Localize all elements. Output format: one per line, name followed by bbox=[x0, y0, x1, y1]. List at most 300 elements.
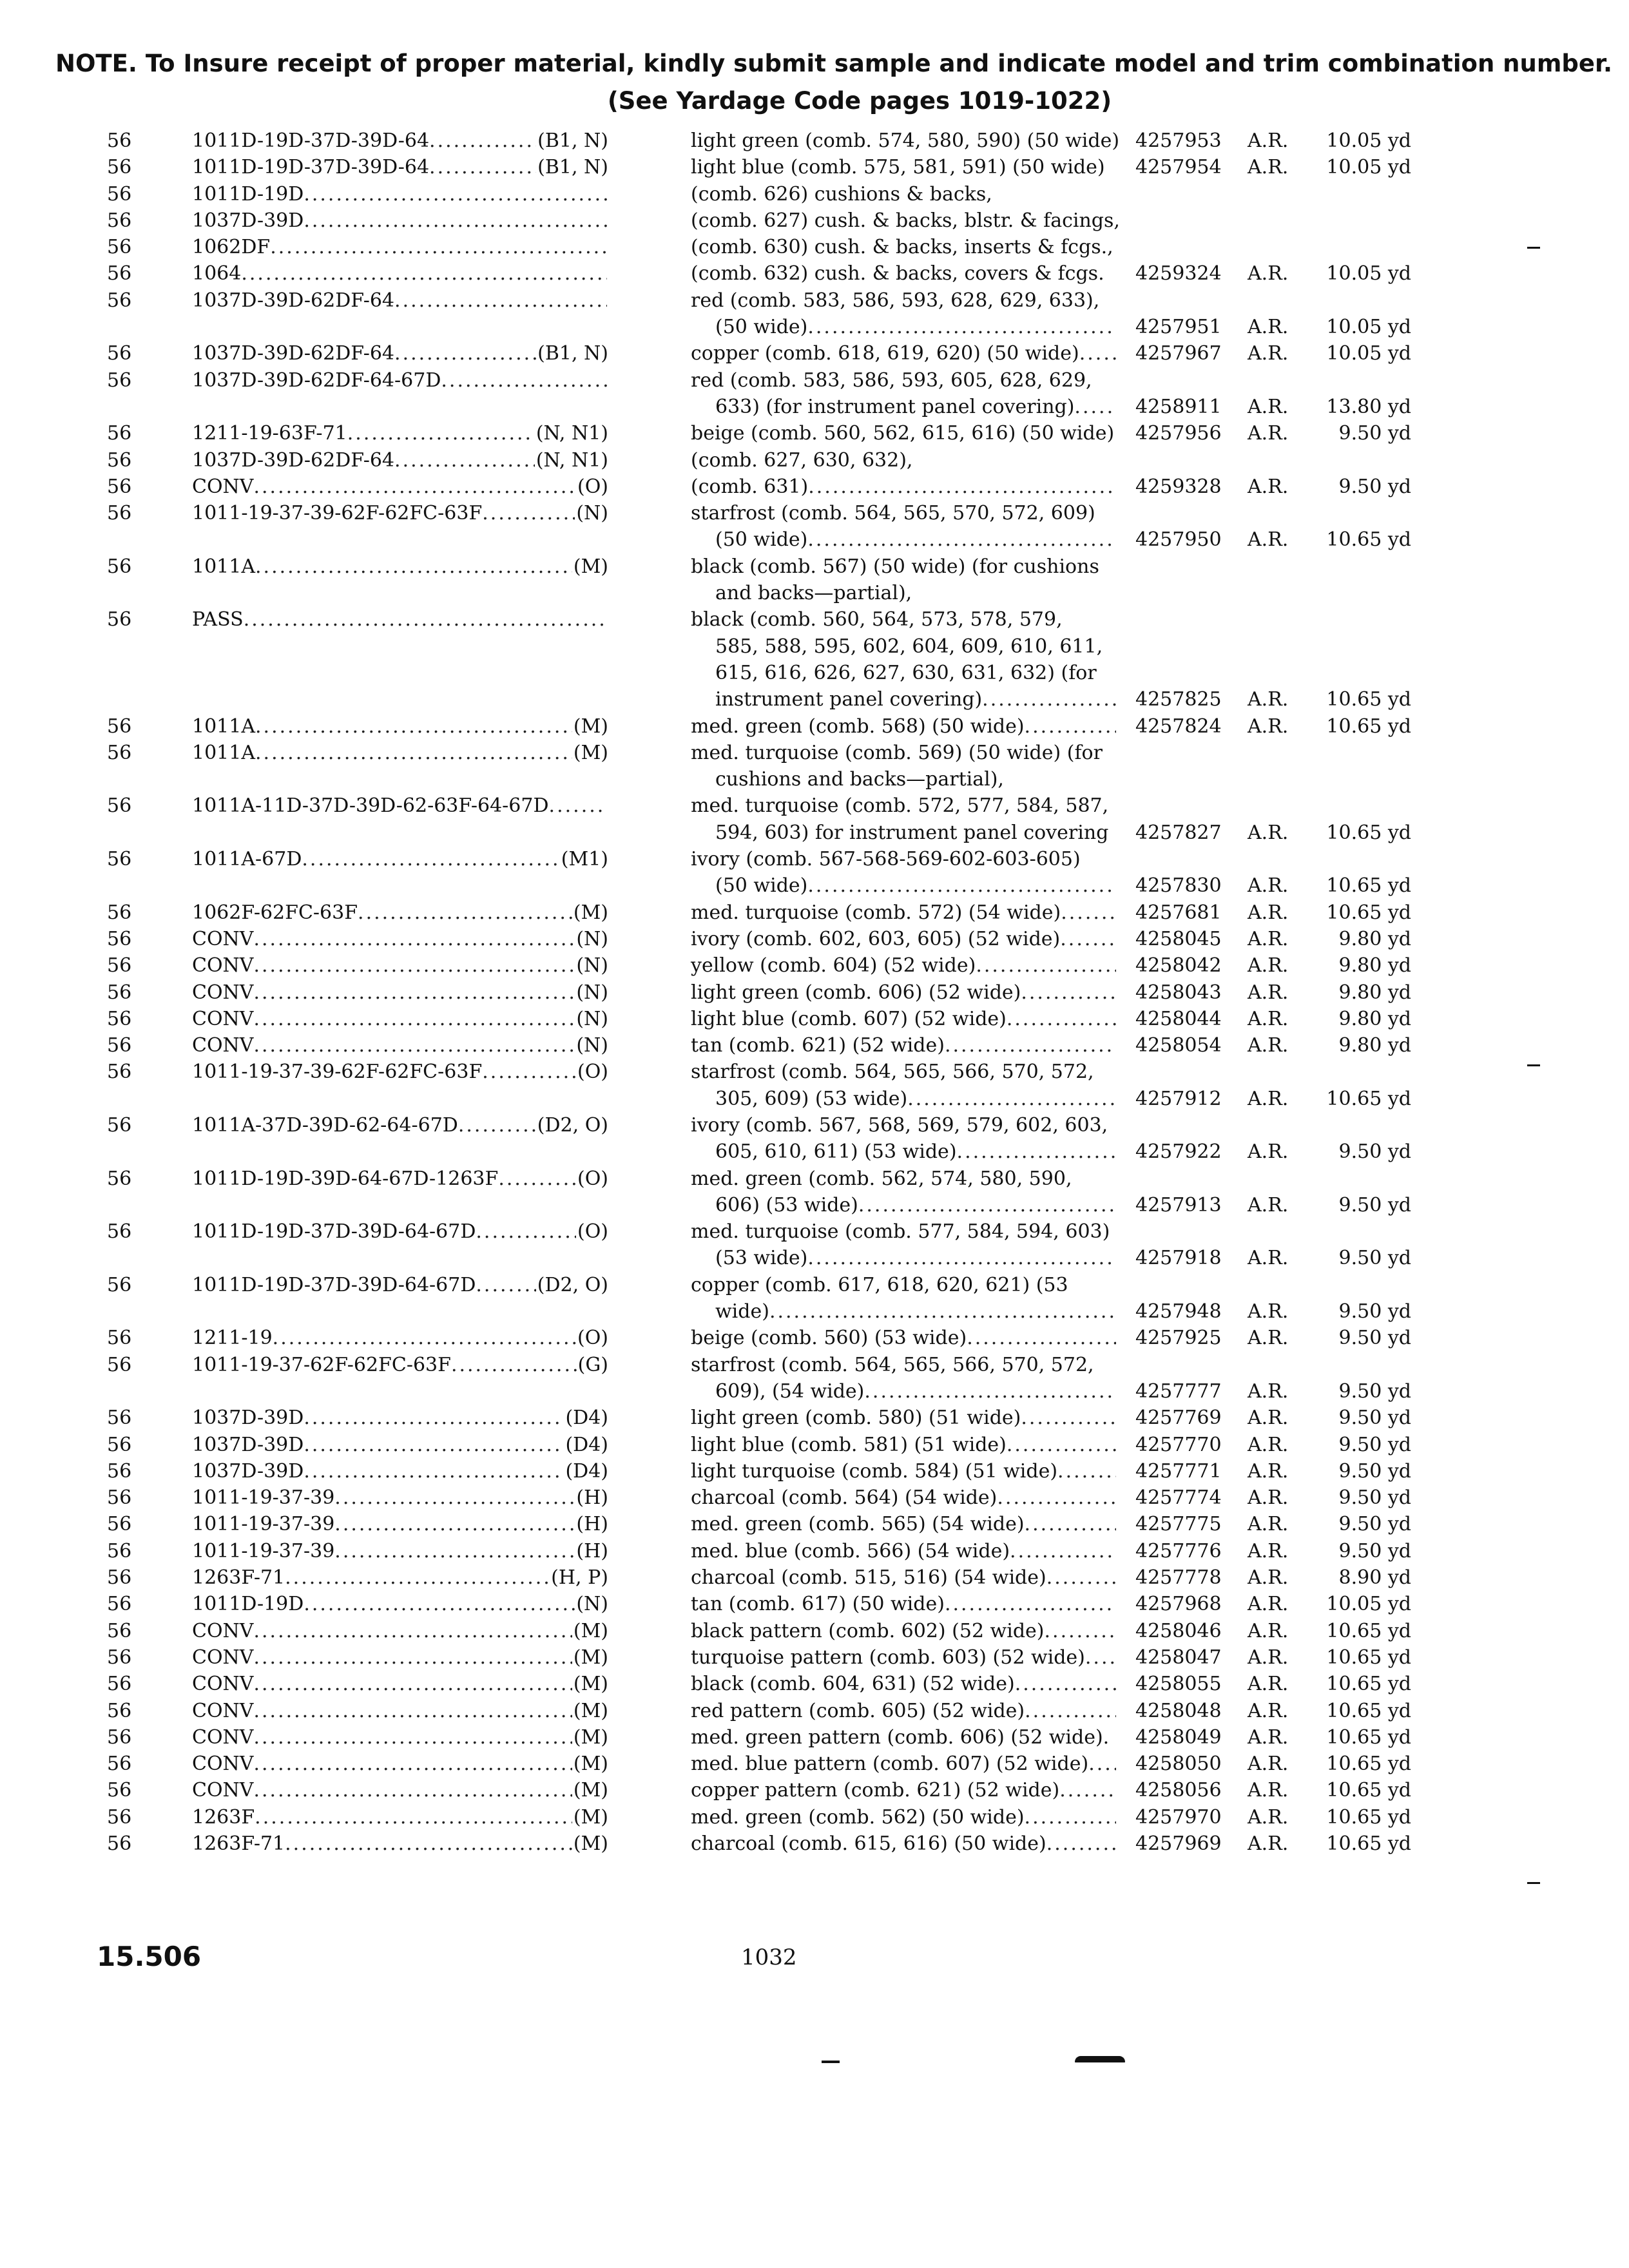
description-cell bbox=[691, 1511, 1116, 1537]
parts-table bbox=[0, 128, 1629, 1857]
model-text: 1062DF bbox=[192, 236, 271, 259]
model-cell bbox=[192, 1032, 608, 1059]
description-cell bbox=[691, 1564, 1116, 1591]
year-cell: 56 bbox=[107, 130, 132, 152]
model-cell bbox=[192, 899, 608, 926]
dot-leader bbox=[807, 314, 1116, 340]
year-cell: 56 bbox=[107, 1007, 132, 1030]
price-cell: 10.65 yd bbox=[1326, 1725, 1411, 1749]
dot-leader bbox=[253, 1671, 572, 1697]
quantity-cell: A.R. bbox=[1248, 1193, 1289, 1216]
trim-code bbox=[607, 367, 608, 394]
description-cell bbox=[715, 314, 1116, 340]
price-cell: 10.65 yd bbox=[1326, 901, 1411, 924]
description-text: light blue (comb. 575, 581, 591) (50 wide) bbox=[691, 156, 1105, 179]
model-text: 1011-19-37-39 bbox=[192, 1486, 335, 1510]
part-number-cell: 4257774 bbox=[1135, 1486, 1222, 1510]
description-text: turquoise pattern (comb. 603) (52 wide) bbox=[691, 1646, 1085, 1669]
table-row bbox=[0, 1698, 1629, 1724]
description-cell bbox=[715, 820, 1116, 846]
model-cell bbox=[192, 1352, 608, 1378]
table-row bbox=[0, 526, 1629, 553]
year-cell: 56 bbox=[107, 1113, 132, 1137]
model-text: CONV bbox=[192, 1646, 254, 1669]
year-cell: 56 bbox=[107, 1805, 132, 1829]
description-text: (50 wide) bbox=[715, 316, 808, 339]
dot-leader bbox=[807, 1245, 1116, 1271]
section-number: 15.506 bbox=[97, 1941, 202, 1972]
model-text: 1011D-19D bbox=[192, 182, 304, 206]
model-text: CONV bbox=[192, 927, 254, 950]
model-text: 1062F-62FC-63F bbox=[192, 901, 358, 924]
description-cell bbox=[691, 1112, 1116, 1139]
description-cell bbox=[691, 952, 1116, 979]
model-text: CONV bbox=[192, 1673, 254, 1696]
description-text: (comb. 631) bbox=[691, 475, 809, 498]
quantity-cell: A.R. bbox=[1248, 1619, 1289, 1642]
description-text: black (comb. 604, 631) (52 wide) bbox=[691, 1673, 1015, 1696]
model-cell bbox=[192, 1059, 608, 1085]
dot-leader bbox=[273, 1325, 576, 1351]
model-text: CONV bbox=[192, 1725, 254, 1749]
part-number-cell: 4258046 bbox=[1135, 1619, 1222, 1642]
price-cell: 9.50 yd bbox=[1338, 422, 1411, 445]
model-cell bbox=[192, 1538, 608, 1564]
trim-code: (M) bbox=[573, 1725, 608, 1749]
dot-leader bbox=[253, 1698, 572, 1724]
description-cell bbox=[715, 1086, 1116, 1112]
description-cell bbox=[691, 1777, 1116, 1803]
dot-leader bbox=[907, 1086, 1116, 1112]
part-number-cell: 4258047 bbox=[1135, 1646, 1222, 1669]
quantity-cell: A.R. bbox=[1248, 1832, 1289, 1855]
description-text: med. green (comb. 562) (50 wide) bbox=[691, 1805, 1025, 1829]
dot-leader bbox=[549, 793, 607, 819]
dot-leader bbox=[1061, 899, 1116, 926]
dot-leader bbox=[334, 1485, 575, 1511]
price-cell: 9.80 yd bbox=[1338, 1007, 1411, 1030]
part-number-cell: 4258055 bbox=[1135, 1673, 1222, 1696]
quantity-cell: A.R. bbox=[1248, 262, 1289, 285]
scan-mark bbox=[1527, 247, 1540, 249]
description-text: med. blue pattern (comb. 607) (52 wide) bbox=[691, 1753, 1089, 1776]
table-row bbox=[0, 1432, 1629, 1458]
part-number-cell: 4257913 bbox=[1135, 1193, 1222, 1216]
year-cell: 56 bbox=[107, 1513, 132, 1536]
part-number-cell: 4257771 bbox=[1135, 1459, 1222, 1483]
dot-leader bbox=[304, 1591, 575, 1617]
part-number-cell: 4257827 bbox=[1135, 821, 1222, 844]
dot-leader bbox=[253, 1777, 572, 1803]
year-cell: 56 bbox=[107, 848, 132, 871]
table-row bbox=[0, 181, 1629, 207]
year-cell: 56 bbox=[107, 369, 132, 392]
description-text: 615, 616, 626, 627, 630, 631, 632) (for bbox=[715, 661, 1097, 684]
description-text: tan (comb. 621) (52 wide) bbox=[691, 1034, 945, 1057]
model-text: 1011A-67D bbox=[192, 848, 302, 871]
quantity-cell: A.R. bbox=[1248, 874, 1289, 898]
quantity-cell: A.R. bbox=[1248, 528, 1289, 552]
dot-leader bbox=[253, 1618, 572, 1644]
model-cell bbox=[192, 447, 608, 474]
price-cell: 10.65 yd bbox=[1326, 1699, 1411, 1722]
description-cell bbox=[691, 793, 1116, 819]
table-row bbox=[0, 1511, 1629, 1537]
dot-leader bbox=[945, 1032, 1116, 1059]
table-row bbox=[0, 1538, 1629, 1564]
model-text: 1011D-19D-39D-64-67D-1263F bbox=[192, 1167, 499, 1190]
price-cell: 10.65 yd bbox=[1326, 1673, 1411, 1696]
dot-leader bbox=[945, 1591, 1116, 1617]
description-cell bbox=[691, 474, 1116, 500]
model-text: 1011-19-37-39 bbox=[192, 1513, 335, 1536]
description-text: ivory (comb. 567, 568, 569, 579, 602, 603, bbox=[691, 1113, 1108, 1137]
dot-leader bbox=[334, 1538, 575, 1564]
price-cell: 10.65 yd bbox=[1326, 1779, 1411, 1802]
quantity-cell: A.R. bbox=[1248, 316, 1289, 339]
description-cell bbox=[691, 1059, 1116, 1085]
dot-leader bbox=[1007, 1432, 1116, 1458]
dot-leader bbox=[270, 234, 607, 260]
year-cell: 56 bbox=[107, 555, 132, 578]
part-number-cell: 4257912 bbox=[1135, 1087, 1222, 1110]
model-cell bbox=[192, 553, 608, 580]
description-cell bbox=[691, 1272, 1116, 1298]
description-cell bbox=[715, 526, 1116, 553]
description-cell bbox=[691, 128, 1120, 154]
table-row bbox=[0, 1032, 1629, 1059]
part-number-cell: 4258043 bbox=[1135, 981, 1222, 1004]
part-number-cell: 4259324 bbox=[1135, 262, 1222, 285]
part-number-cell: 4257918 bbox=[1135, 1247, 1222, 1270]
part-number-cell: 4258911 bbox=[1135, 395, 1222, 418]
trim-code: (G) bbox=[577, 1353, 608, 1376]
trim-code: (M) bbox=[573, 555, 608, 578]
dot-leader bbox=[476, 1218, 576, 1245]
description-cell bbox=[691, 234, 1116, 260]
price-cell: 9.50 yd bbox=[1338, 1486, 1411, 1510]
model-text: 1011D-19D-37D-39D-64 bbox=[192, 130, 430, 152]
year-cell: 56 bbox=[107, 794, 132, 818]
trim-code: (B1, N) bbox=[537, 156, 608, 179]
model-cell bbox=[192, 1218, 608, 1245]
trim-code: (M) bbox=[573, 1779, 608, 1802]
dot-leader bbox=[1060, 926, 1116, 952]
year-cell: 56 bbox=[107, 1753, 132, 1776]
quantity-cell: A.R. bbox=[1248, 1327, 1289, 1350]
year-cell: 56 bbox=[107, 1619, 132, 1642]
description-text: med. turquoise (comb. 572, 577, 584, 587, bbox=[691, 794, 1109, 818]
dot-leader bbox=[967, 1325, 1116, 1351]
description-text: 585, 588, 595, 602, 604, 609, 610, 611, bbox=[715, 635, 1103, 658]
part-number-cell: 4257968 bbox=[1135, 1593, 1222, 1616]
model-cell bbox=[192, 1272, 608, 1298]
table-row bbox=[0, 606, 1629, 633]
dot-leader bbox=[1045, 1618, 1117, 1644]
price-cell: 9.80 yd bbox=[1338, 954, 1411, 977]
trim-code: (D4) bbox=[565, 1433, 608, 1456]
description-text: charcoal (comb. 564) (54 wide) bbox=[691, 1486, 998, 1510]
price-cell: 10.65 yd bbox=[1326, 821, 1411, 844]
table-row bbox=[0, 1352, 1629, 1378]
description-text: charcoal (comb. 615, 616) (50 wide) bbox=[691, 1832, 1046, 1855]
model-text: CONV bbox=[192, 1034, 254, 1057]
description-text: med. green (comb. 568) (50 wide) bbox=[691, 715, 1025, 738]
model-text: 1011D-19D-37D-39D-64 bbox=[192, 156, 430, 179]
dot-leader bbox=[253, 952, 575, 979]
model-cell bbox=[192, 1112, 608, 1139]
dot-leader bbox=[1025, 1698, 1116, 1724]
dot-leader bbox=[429, 128, 536, 154]
trim-code: (B1, N) bbox=[537, 342, 608, 365]
part-number-cell: 4258045 bbox=[1135, 927, 1222, 950]
description-text: med. turquoise (comb. 577, 584, 594, 603) bbox=[691, 1220, 1110, 1244]
table-row bbox=[0, 314, 1629, 340]
description-cell bbox=[691, 260, 1116, 287]
model-cell bbox=[192, 340, 608, 367]
price-cell: 9.80 yd bbox=[1338, 927, 1411, 950]
dot-leader bbox=[957, 1139, 1116, 1165]
dot-leader bbox=[997, 1485, 1116, 1511]
dot-leader bbox=[285, 1564, 550, 1591]
year-cell: 56 bbox=[107, 608, 132, 631]
price-cell: 10.65 yd bbox=[1326, 715, 1411, 738]
dot-leader bbox=[253, 1032, 575, 1059]
part-number-cell: 4257778 bbox=[1135, 1566, 1222, 1590]
trim-code bbox=[607, 207, 608, 234]
table-row bbox=[0, 500, 1629, 526]
trim-code bbox=[607, 181, 608, 207]
price-cell: 9.50 yd bbox=[1338, 1193, 1411, 1216]
price-cell: 10.05 yd bbox=[1326, 316, 1411, 339]
table-row bbox=[0, 1804, 1629, 1831]
quantity-cell: A.R. bbox=[1248, 1459, 1289, 1483]
trim-code: (M) bbox=[573, 1805, 608, 1829]
model-text: CONV bbox=[192, 1699, 254, 1722]
quantity-cell: A.R. bbox=[1248, 1486, 1289, 1510]
dot-leader bbox=[807, 872, 1116, 899]
year-cell: 56 bbox=[107, 1220, 132, 1244]
quantity-cell: A.R. bbox=[1248, 1725, 1289, 1749]
year-cell: 56 bbox=[107, 1353, 132, 1376]
model-cell bbox=[192, 1644, 608, 1671]
year-cell: 56 bbox=[107, 182, 132, 206]
year-cell: 56 bbox=[107, 475, 132, 498]
model-text: CONV bbox=[192, 1619, 254, 1642]
part-number-cell: 4257681 bbox=[1135, 901, 1222, 924]
table-row bbox=[0, 952, 1629, 979]
model-cell bbox=[192, 1591, 608, 1617]
price-cell: 10.65 yd bbox=[1326, 1619, 1411, 1642]
price-cell: 9.50 yd bbox=[1338, 1300, 1411, 1323]
model-cell bbox=[192, 128, 608, 154]
dot-leader bbox=[1057, 1458, 1116, 1485]
dot-leader bbox=[1046, 1564, 1116, 1591]
quantity-cell: A.R. bbox=[1248, 422, 1289, 445]
model-text: 1263F-71 bbox=[192, 1832, 285, 1855]
part-number-cell: 4258050 bbox=[1135, 1753, 1222, 1776]
description-text: beige (comb. 560, 562, 615, 616) (50 wide) bbox=[691, 422, 1115, 445]
trim-code: (O) bbox=[577, 1220, 608, 1244]
scan-mark bbox=[1075, 2056, 1125, 2062]
model-text: 1211-19-63F-71 bbox=[192, 422, 347, 445]
model-text: 1263F-71 bbox=[192, 1566, 285, 1590]
description-cell bbox=[691, 1831, 1116, 1857]
trim-code: (N, N1) bbox=[535, 448, 608, 472]
description-cell bbox=[691, 1804, 1116, 1831]
dot-leader bbox=[808, 474, 1116, 500]
description-cell bbox=[691, 1458, 1116, 1485]
dot-leader bbox=[769, 1298, 1116, 1325]
table-row bbox=[0, 1059, 1629, 1085]
description-text: 609), (54 wide) bbox=[715, 1379, 865, 1403]
description-text: black pattern (comb. 602) (52 wide) bbox=[691, 1619, 1045, 1642]
model-cell bbox=[192, 1618, 608, 1644]
table-row bbox=[0, 872, 1629, 899]
model-text: 1011-19-37-39-62F-62FC-63F bbox=[192, 1061, 483, 1084]
model-cell bbox=[192, 1698, 608, 1724]
trim-code: (M) bbox=[573, 1619, 608, 1642]
description-text: med. turquoise (comb. 569) (50 wide) (for bbox=[691, 741, 1103, 764]
trim-code: (M) bbox=[573, 901, 608, 924]
model-cell bbox=[192, 1006, 608, 1032]
description-cell bbox=[715, 686, 1116, 713]
quantity-cell: A.R. bbox=[1248, 821, 1289, 844]
dot-leader bbox=[807, 526, 1116, 553]
price-cell: 10.05 yd bbox=[1326, 156, 1411, 179]
scan-mark bbox=[1527, 1064, 1540, 1066]
description-cell bbox=[715, 1298, 1116, 1325]
price-cell: 10.65 yd bbox=[1326, 528, 1411, 552]
price-cell: 10.65 yd bbox=[1326, 1753, 1411, 1776]
trim-code: (M) bbox=[573, 1646, 608, 1669]
model-text: 1011D-19D-37D-39D-64-67D bbox=[192, 1220, 476, 1244]
description-text: 606) (53 wide) bbox=[715, 1193, 858, 1216]
description-cell bbox=[691, 207, 1120, 234]
dot-leader bbox=[304, 1405, 564, 1431]
description-text: 605, 610, 611) (53 wide) bbox=[715, 1140, 957, 1164]
year-cell: 56 bbox=[107, 741, 132, 764]
part-number-cell: 4257775 bbox=[1135, 1513, 1222, 1536]
description-text: 633) (for instrument panel covering) bbox=[715, 395, 1075, 418]
model-cell bbox=[192, 260, 608, 287]
table-row bbox=[0, 1139, 1629, 1165]
part-number-cell: 4257769 bbox=[1135, 1407, 1222, 1430]
quantity-cell: A.R. bbox=[1248, 1300, 1289, 1323]
dot-leader bbox=[458, 1112, 536, 1139]
model-cell bbox=[192, 1166, 608, 1192]
trim-code: (H) bbox=[576, 1513, 608, 1536]
quantity-cell: A.R. bbox=[1248, 342, 1289, 365]
description-text: med. green (comb. 565) (54 wide) bbox=[691, 1513, 1025, 1536]
description-text: med. blue (comb. 566) (54 wide) bbox=[691, 1539, 1010, 1562]
note-line-1: NOTE. To Insure receipt of proper material, kindly submit sample and indicate model and trim combination number. bbox=[55, 50, 1613, 77]
description-cell bbox=[715, 872, 1116, 899]
description-text: ivory (comb. 602, 603, 605) (52 wide) bbox=[691, 927, 1061, 950]
description-text: (comb. 626) cushions & backs, bbox=[691, 182, 992, 206]
trim-code: (M) bbox=[573, 1673, 608, 1696]
quantity-cell: A.R. bbox=[1248, 1566, 1289, 1590]
quantity-cell: A.R. bbox=[1248, 1779, 1289, 1802]
dot-leader bbox=[1088, 1751, 1116, 1777]
year-cell: 56 bbox=[107, 1673, 132, 1696]
table-row bbox=[0, 1192, 1629, 1218]
description-cell bbox=[691, 713, 1116, 740]
description-cell bbox=[691, 447, 1116, 474]
trim-code: (M1) bbox=[561, 848, 608, 871]
model-text: 1011D-19D bbox=[192, 1593, 304, 1616]
year-cell: 56 bbox=[107, 1593, 132, 1616]
quantity-cell: A.R. bbox=[1248, 981, 1289, 1004]
dot-leader bbox=[1085, 1644, 1116, 1671]
description-text: copper pattern (comb. 621) (52 wide) bbox=[691, 1779, 1060, 1802]
description-cell bbox=[715, 660, 1116, 686]
year-cell: 56 bbox=[107, 262, 132, 285]
trim-code: (N) bbox=[576, 502, 608, 525]
scan-mark bbox=[1527, 1882, 1540, 1884]
trim-code: (O) bbox=[577, 1167, 608, 1190]
description-text: wide) bbox=[715, 1300, 769, 1323]
part-number-cell: 4258049 bbox=[1135, 1725, 1222, 1749]
table-row bbox=[0, 660, 1629, 686]
year-cell: 56 bbox=[107, 422, 132, 445]
model-cell bbox=[192, 1831, 608, 1857]
table-row bbox=[0, 1644, 1629, 1671]
year-cell: 56 bbox=[107, 1779, 132, 1802]
table-row bbox=[0, 474, 1629, 500]
dot-leader bbox=[285, 1831, 572, 1857]
quantity-cell: A.R. bbox=[1248, 1034, 1289, 1057]
table-row bbox=[0, 1112, 1629, 1139]
description-cell bbox=[691, 1538, 1116, 1564]
year-cell: 56 bbox=[107, 342, 132, 365]
description-cell bbox=[691, 1724, 1116, 1751]
table-row bbox=[0, 1166, 1629, 1192]
description-text: (comb. 630) cush. & backs, inserts & fcgs., bbox=[691, 236, 1113, 259]
model-cell bbox=[192, 740, 608, 766]
dot-leader bbox=[1021, 979, 1116, 1006]
quantity-cell: A.R. bbox=[1248, 1247, 1289, 1270]
price-cell: 10.05 yd bbox=[1326, 1593, 1411, 1616]
trim-code bbox=[607, 606, 608, 633]
trim-code: (N) bbox=[576, 1034, 608, 1057]
description-cell bbox=[691, 740, 1116, 766]
trim-code: (M) bbox=[573, 1699, 608, 1722]
dot-leader bbox=[302, 846, 559, 872]
table-row bbox=[0, 1378, 1629, 1405]
quantity-cell: A.R. bbox=[1248, 1140, 1289, 1164]
model-text: 1037D-39D bbox=[192, 1407, 304, 1430]
description-cell bbox=[691, 1618, 1116, 1644]
price-cell: 9.50 yd bbox=[1338, 1327, 1411, 1350]
model-text: 1037D-39D-62DF-64 bbox=[192, 448, 395, 472]
description-cell bbox=[715, 1378, 1116, 1405]
price-cell: 8.90 yd bbox=[1338, 1566, 1411, 1590]
dot-leader bbox=[982, 686, 1116, 713]
description-text: yellow (comb. 604) (52 wide) bbox=[691, 954, 976, 977]
trim-code: (H) bbox=[576, 1486, 608, 1510]
part-number-cell: 4257953 bbox=[1135, 130, 1222, 152]
dot-leader bbox=[1025, 1804, 1116, 1831]
description-cell bbox=[691, 287, 1116, 314]
dot-leader bbox=[482, 500, 575, 526]
trim-code: (N) bbox=[576, 1007, 608, 1030]
description-cell bbox=[691, 606, 1116, 633]
description-text: light turquoise (comb. 584) (51 wide) bbox=[691, 1459, 1058, 1483]
description-text: red (comb. 583, 586, 593, 605, 628, 629, bbox=[691, 369, 1092, 392]
description-cell bbox=[691, 553, 1116, 580]
year-cell: 56 bbox=[107, 156, 132, 179]
